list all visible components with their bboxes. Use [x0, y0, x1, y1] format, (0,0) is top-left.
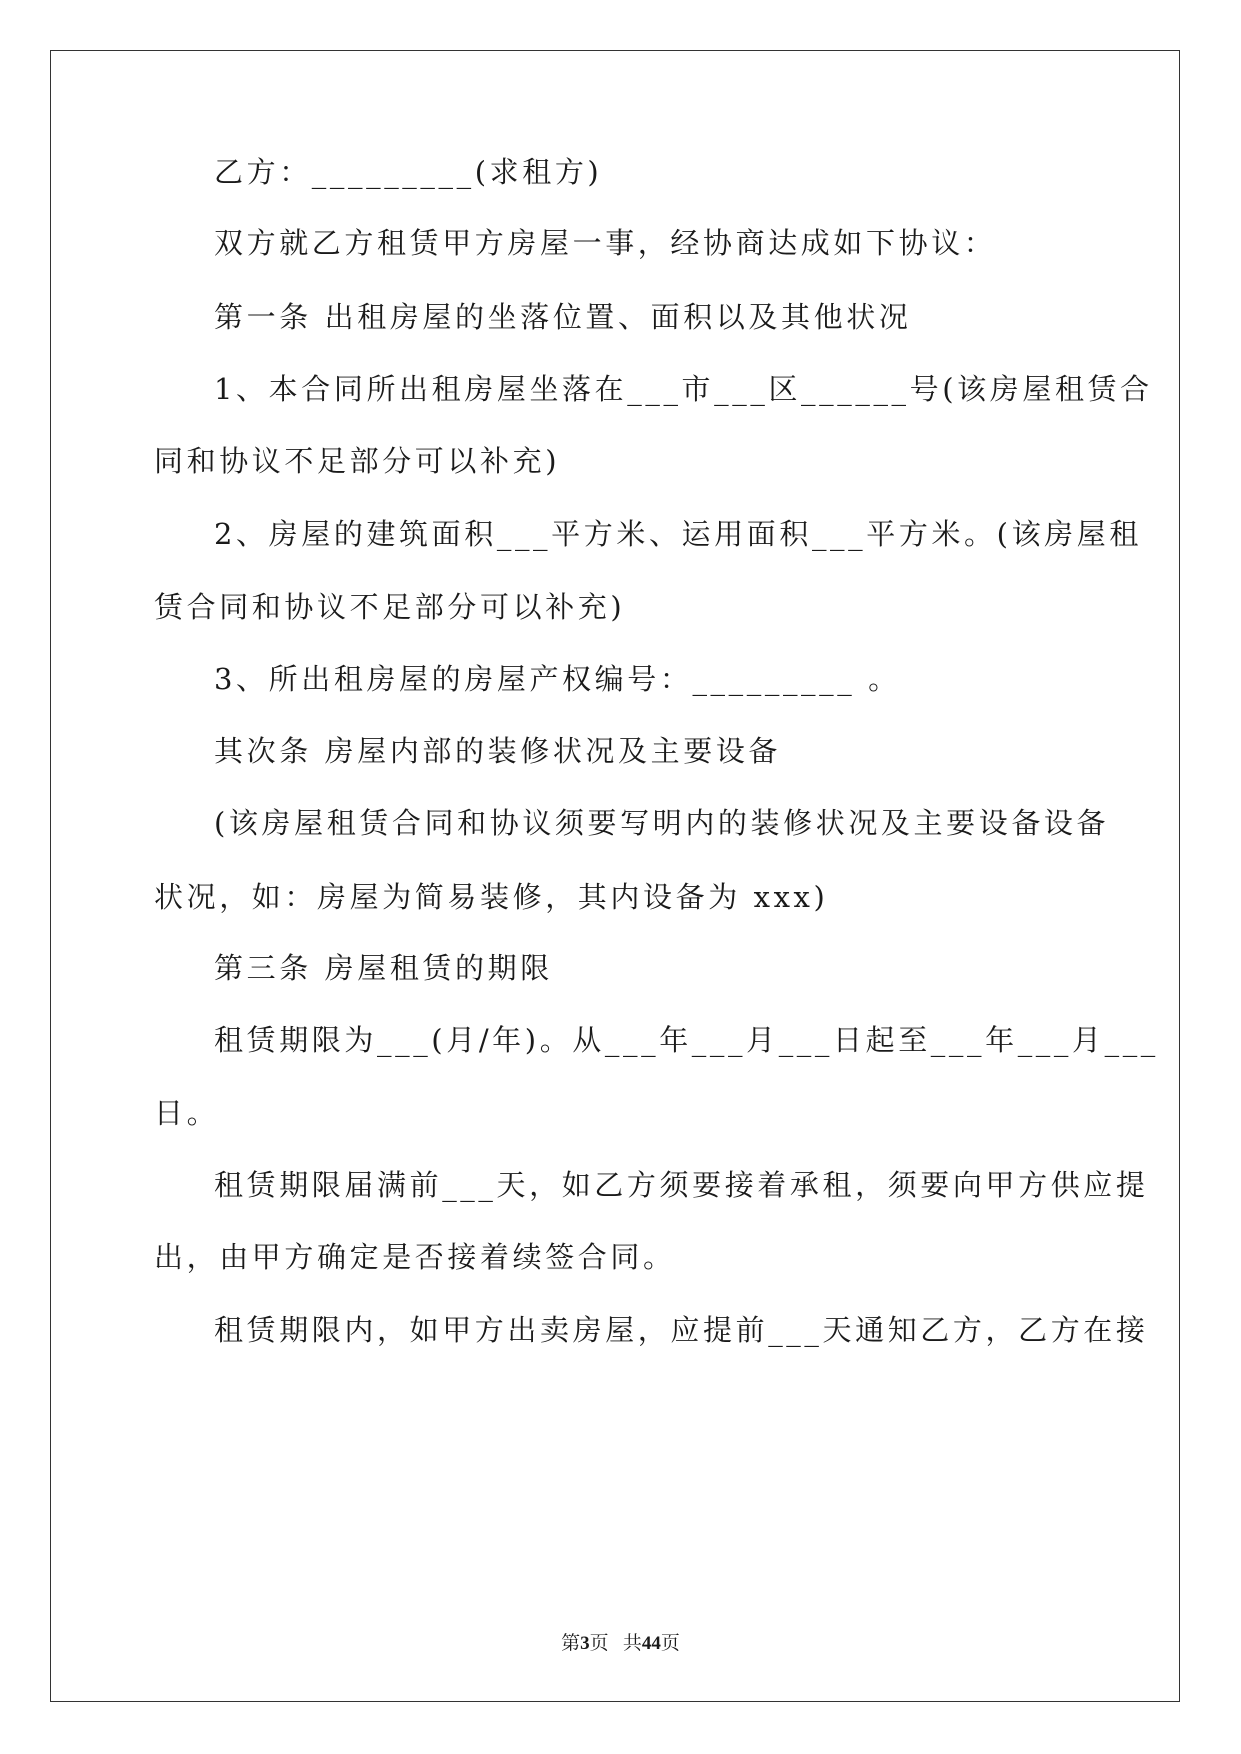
- footer-total-prefix: 共: [622, 1633, 642, 1654]
- section-heading: 其次条 房屋内部的装修状况及主要设备: [214, 734, 782, 768]
- paragraph-line: 2、房屋的建筑面积___平方米、运用面积___平方米。(该房屋租: [214, 517, 1142, 551]
- paragraph-line: 3、所出租房屋的房屋产权编号：_________ 。: [214, 662, 901, 696]
- paragraph-line: 赁合同和协议不足部分可以补充): [154, 590, 626, 624]
- paragraph-line: 同和协议不足部分可以补充): [154, 444, 561, 478]
- paragraph-line: 出，由甲方确定是否接着续签合同。: [154, 1240, 676, 1274]
- paragraph-line: 租赁期限为___(月/年)。从___年___月___日起至___年___月___: [214, 1023, 1159, 1057]
- paragraph-line: 租赁期限届满前___天，如乙方须要接着承租，须要向甲方供应提: [214, 1168, 1149, 1202]
- section-heading: 第三条 房屋租赁的期限: [214, 951, 553, 985]
- page-footer: [0, 1632, 1241, 1656]
- footer-page-total: 44: [641, 1633, 661, 1654]
- footer-page-label: 页: [589, 1633, 609, 1654]
- paragraph-line: 1、本合同所出租房屋坐落在___市___区______号(该房屋租赁合: [214, 372, 1153, 406]
- footer-prefix: 第: [561, 1633, 581, 1654]
- paragraph-line: 状况，如：房屋为简易装修，其内设备为 xxx): [154, 880, 829, 914]
- section-heading: 第一条 出租房屋的坐落位置、面积以及其他状况: [214, 300, 912, 334]
- footer-total-label: 页: [660, 1633, 680, 1654]
- footer-page-current: 3: [580, 1633, 590, 1654]
- paragraph-line: 乙方：_________(求租方): [214, 155, 603, 189]
- paragraph-line: 租赁期限内，如甲方出卖房屋，应提前___天通知乙方，乙方在接: [214, 1313, 1149, 1347]
- paragraph-line: 双方就乙方租赁甲方房屋一事，经协商达成如下协议：: [214, 226, 997, 260]
- paragraph-line: 日。: [154, 1096, 220, 1130]
- paragraph-line: (该房屋租赁合同和协议须要写明内的装修状况及主要设备设备: [214, 806, 1110, 840]
